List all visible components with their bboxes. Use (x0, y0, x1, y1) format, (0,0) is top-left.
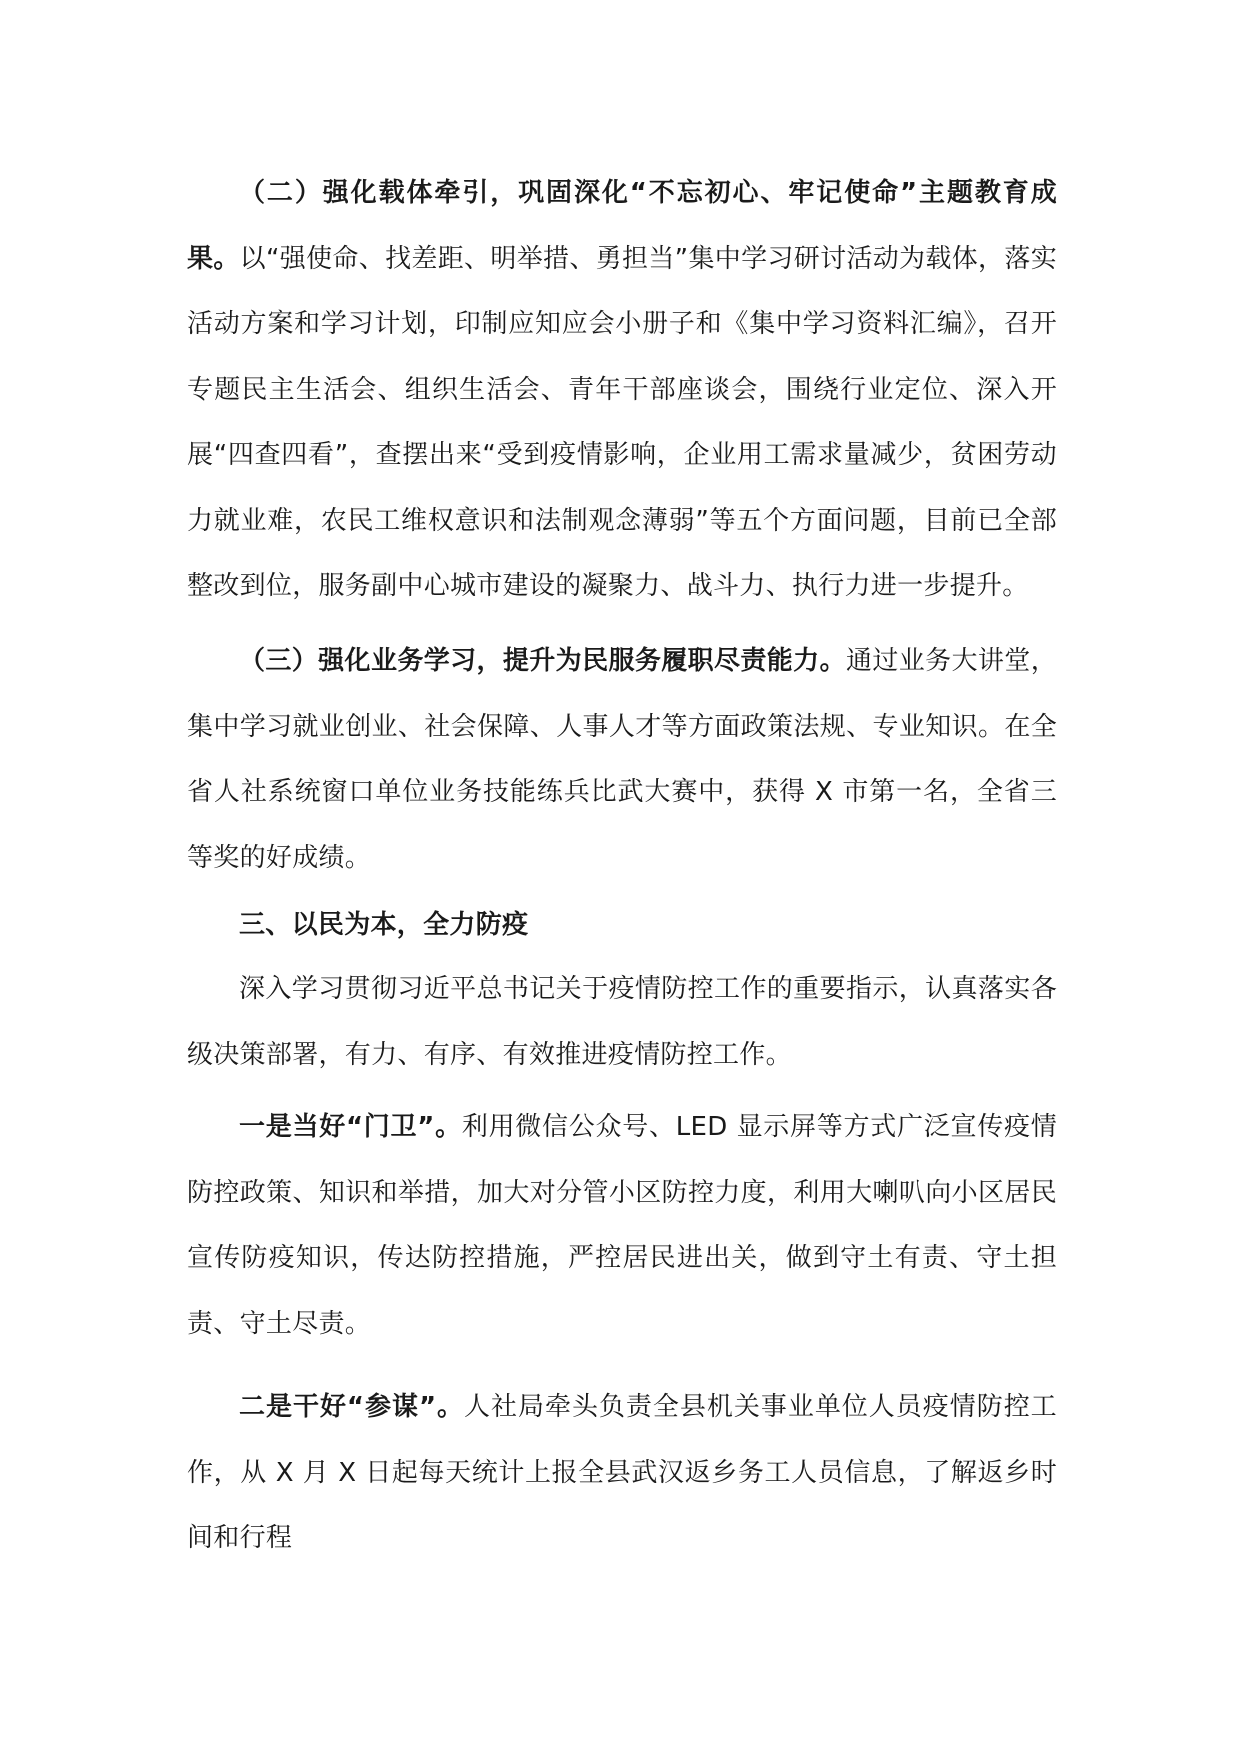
paragraph-business-study (187, 629, 1057, 891)
paragraph-intro (187, 957, 1057, 1088)
paragraph-lead: （三）强化业务学习，提升为民服务履职尽责能力。 (239, 646, 846, 676)
paragraph-lead: 一是当好“门卫”。 (239, 1112, 462, 1142)
paragraph-body: 人社局牵头负责全县机关事业单位人员疫情防控工作，从 X 月 X 日起每天统计上报全县武汉返乡务工人员信息，了解返乡时间和行程 (187, 1392, 1057, 1553)
paragraph-gatekeeper (187, 1095, 1057, 1357)
paragraph-advisor (187, 1375, 1057, 1572)
paragraph-body: 利用微信公众号、LED 显示屏等方式广泛宣传疫情防控政策、知识和举措，加大对分管小区防控力度，利用大喇叭向小区居民宣传防疫知识，传达防控措施，严控居民进出关，做到守土有责、守土担责、守土尽责。 (187, 1112, 1057, 1339)
paragraph-strengthen-carrier (187, 161, 1057, 620)
paragraph-body: 深入学习贯彻习近平总书记关于疫情防控工作的重要指示，认真落实各级决策部署，有力、有序、有效推进疫情防控工作。 (187, 974, 1057, 1070)
section-heading: 三、以民为本，全力防疫 (239, 910, 529, 940)
paragraph-lead: （二）强化载体牵引，巩固深化“不忘初心、牢记使命”主题教育成果。 (187, 178, 1057, 274)
paragraph-body: 通过业务大讲堂，集中学习就业创业、社会保障、人事人才等方面政策法规、专业知识。在全省人社系统窗口单位业务技能练兵比武大赛中，获得 X 市第一名，全省三等奖的好成绩。 (187, 646, 1057, 873)
paragraph-lead: 二是干好“参谋”。 (239, 1392, 465, 1422)
paragraph-body: 以“强使命、找差距、明举措、勇担当”集中学习研讨活动为载体，落实活动方案和学习计划，印制应知应会小册子和《集中学习资料汇编》，召开专题民主生活会、组织生活会、青年干部座谈会，围绕行业定位、深入开展“四查四看”，查摆出来“受到疫情影响，企业用工需求量减少，贫困劳动力就业难，农民工维权意识和法制观念薄弱”等五个方面问题，目前已全部整改到位，服务副中心城市建设的凝聚力、战斗力、执行力进一步提升。 (187, 243, 1057, 601)
